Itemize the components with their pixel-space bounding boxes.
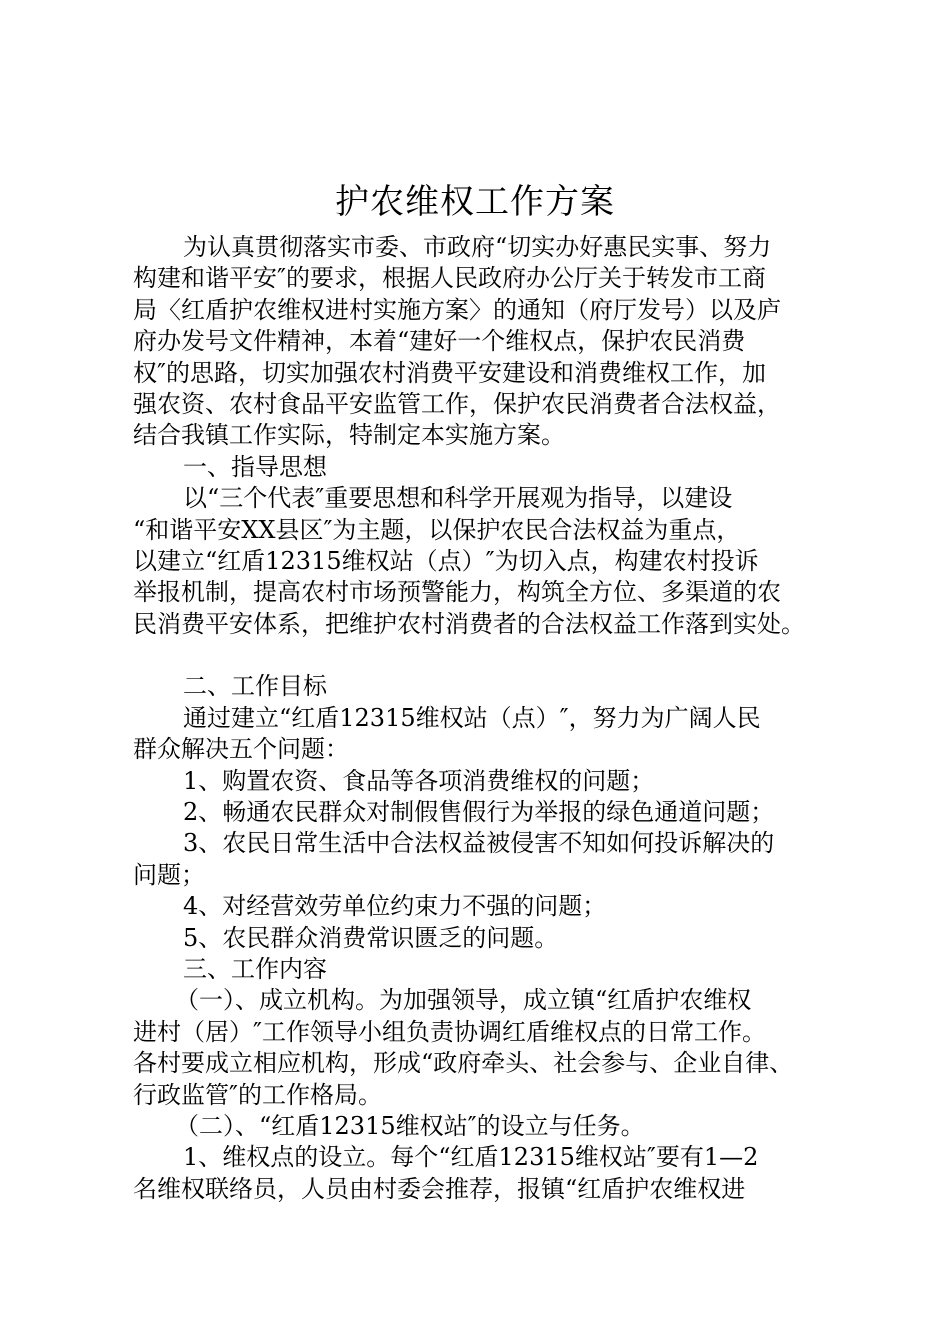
text-line: 民消费平安体系，把维护农村消费者的合法权益工作落到实处。	[133, 609, 805, 638]
text-line: 权″的思路，切实加强农村消费平安建设和消费维权工作，加	[133, 358, 766, 387]
text-line: 三、工作内容	[183, 954, 327, 983]
text-line: （一）、成立机构。为加强领导，成立镇“红盾护农维权	[175, 986, 752, 1015]
text-line: 各村要成立相应机构，形成“政府牵头、社会参与、企业自律、	[133, 1049, 794, 1078]
text-line: 1、购置农资、食品等各项消费维权的问题；	[183, 766, 655, 795]
document-body	[133, 232, 843, 1205]
text-line: 进村（居）″工作领导小组负责协调红盾维权点的日常工作。	[133, 1017, 766, 1046]
text-line: 问题；	[133, 860, 205, 889]
text-line: 2、畅通农民群众对制假售假行为举报的绿色通道问题；	[183, 798, 775, 827]
text-line: 构建和谐平安″的要求，根据人民政府办公厅关于转发市工商	[133, 264, 766, 293]
text-line: 通过建立“红盾12315维权站（点）″，努力为广阔人民	[183, 703, 761, 732]
text-line: 行政监管″的工作格局。	[133, 1080, 382, 1109]
text-line: 以“三个代表″重要思想和科学开展观为指导，以建设	[183, 484, 733, 513]
text-line: 府办发号文件精神，本着“建好一个维权点，保护农民消费	[133, 327, 746, 356]
document-title: 护农维权工作方案	[335, 182, 615, 222]
text-line: 5、农民群众消费常识匮乏的问题。	[183, 923, 559, 952]
text-line: 举报机制，提高农村市场预警能力，构筑全方位、多渠道的农	[133, 578, 781, 607]
text-line: 一、指导思想	[183, 452, 327, 481]
text-line: 1、维权点的设立。每个“红盾12315维权站″要有1—2	[183, 1143, 759, 1172]
text-line: 以建立“红盾12315维权站（点）″为切入点，构建农村投诉	[133, 546, 759, 575]
text-line: 二、工作目标	[183, 672, 327, 701]
text-line: “和谐平安XX县区″为主题，以保护农民合法权益为重点，	[133, 515, 741, 544]
text-line: 名维权联络员，人员由村委会推荐，报镇“红盾护农维权进	[133, 1174, 746, 1203]
text-line: 强农资、农村食品平安监管工作，保护农民消费者合法权益，	[133, 389, 781, 418]
text-line: 结合我镇工作实际，特制定本实施方案。	[133, 421, 565, 450]
text-line: 3、农民日常生活中合法权益被侵害不知如何投诉解决的	[183, 829, 775, 858]
text-line: 群众解决五个问题：	[133, 735, 349, 764]
text-line: （二）、“红盾12315维权站″的设立与任务。	[175, 1111, 645, 1140]
text-line: 为认真贯彻落实市委、市政府“切实办好惠民实事、努力	[183, 233, 772, 261]
blank-line	[133, 640, 843, 671]
text-line: 4、对经营效劳单位约束力不强的问题；	[183, 892, 607, 921]
text-line: 局〈红盾护农维权进村实施方案〉的通知（府厅发号）以及庐	[133, 295, 781, 324]
